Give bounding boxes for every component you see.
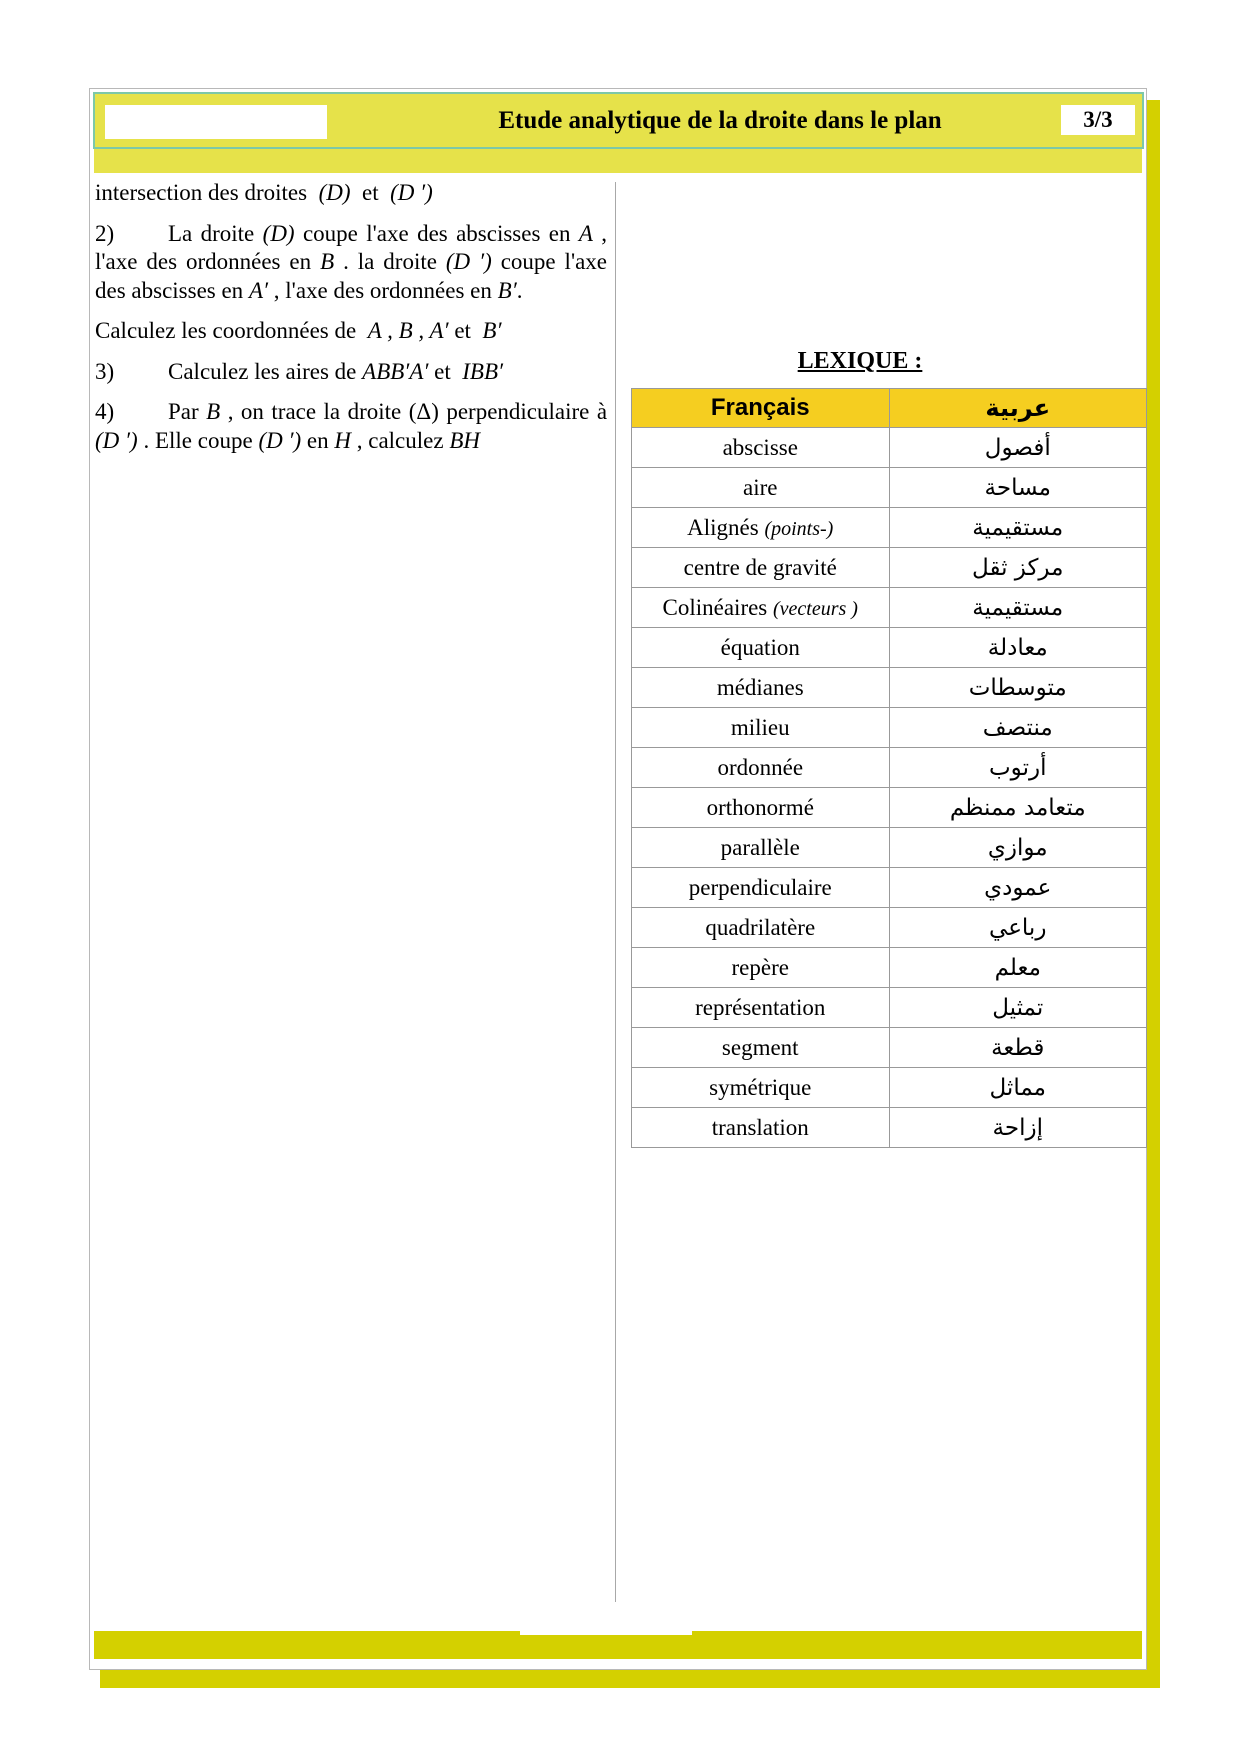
french-term-cell xyxy=(632,1028,890,1068)
text: , l'axe des ordonnées en xyxy=(273,277,492,303)
math-b: B xyxy=(206,399,221,424)
math-d-prime: (D ′) xyxy=(390,180,433,205)
french-term-cell xyxy=(632,788,890,828)
french-term-cell xyxy=(632,508,890,548)
text: intersection des droites xyxy=(95,180,308,205)
math-a-prime: A′ xyxy=(248,277,269,303)
french-term-cell xyxy=(632,748,890,788)
math-b-prime: B′ xyxy=(497,277,517,303)
column-divider xyxy=(615,182,616,1602)
table-header-row xyxy=(632,389,1147,428)
arabic-term: أفصول xyxy=(889,428,1147,468)
question-number: 4) xyxy=(95,399,115,424)
text: , calculez xyxy=(356,427,444,453)
math-quadrilateral: ABB′A′ xyxy=(362,358,429,384)
french-term: quadrilatère xyxy=(705,914,816,940)
french-term-cell xyxy=(632,908,890,948)
arabic-term: مساحة xyxy=(889,468,1147,508)
text: et xyxy=(434,358,451,384)
paragraph-intersection xyxy=(95,179,607,208)
table-row xyxy=(632,868,1147,908)
header-frame xyxy=(93,92,1144,149)
table-row xyxy=(632,1028,1147,1068)
french-term-cell xyxy=(632,588,890,628)
text: perpendiculaire à xyxy=(446,399,608,424)
french-term: représentation xyxy=(695,994,826,1020)
arabic-term: مماثل xyxy=(889,1068,1147,1108)
table-row xyxy=(632,428,1147,468)
page-number: 3/3 xyxy=(1061,105,1135,135)
footer-gap xyxy=(520,1631,692,1635)
french-term-cell xyxy=(632,948,890,988)
math-delta: (Δ) xyxy=(408,399,439,424)
text: et xyxy=(362,180,379,205)
text: . xyxy=(516,277,523,303)
exercise-text xyxy=(95,179,607,455)
arabic-term: موازي xyxy=(889,828,1147,868)
text: coupe l'axe des abscisses en xyxy=(302,220,571,246)
text: et xyxy=(454,318,471,343)
table-row xyxy=(632,1108,1147,1148)
french-term-cell xyxy=(632,548,890,588)
french-term: symétrique xyxy=(709,1074,812,1100)
french-term-cell xyxy=(632,988,890,1028)
question-4 xyxy=(95,398,607,455)
text: Par xyxy=(168,399,199,424)
text: . la droite xyxy=(343,249,437,274)
question-3 xyxy=(95,358,607,387)
arabic-term: مستقيمية xyxy=(889,588,1147,628)
paragraph-coordinates xyxy=(95,317,607,346)
arabic-term: معادلة xyxy=(889,628,1147,668)
french-term: perpendiculaire xyxy=(688,874,832,900)
french-term-cell xyxy=(632,468,890,508)
header-logo-box xyxy=(105,105,327,139)
math-triangle: IBB′ xyxy=(462,358,504,384)
math-h: H xyxy=(334,427,351,453)
term-note: (points-) xyxy=(764,517,834,540)
arabic-term: منتصف xyxy=(889,708,1147,748)
question-number: 2) xyxy=(95,220,115,246)
french-term: équation xyxy=(720,634,800,660)
french-term-cell xyxy=(632,868,890,908)
table-row xyxy=(632,988,1147,1028)
text: , l'axe des ordonnées en xyxy=(95,220,608,274)
text: , on trace la droite xyxy=(227,399,402,424)
arabic-term: أرتوب xyxy=(889,748,1147,788)
arabic-term: معلم xyxy=(889,948,1147,988)
text: Calculez les aires de xyxy=(168,358,357,384)
french-term-cell xyxy=(632,1108,890,1148)
french-term: aire xyxy=(743,474,778,500)
page-title: Etude analytique de la droite dans le plan xyxy=(498,107,942,134)
text: Calculez les coordonnées de xyxy=(95,318,357,343)
math-a: A xyxy=(578,220,593,246)
french-term: ordonnée xyxy=(717,754,804,780)
column-header-french: Français xyxy=(632,389,890,428)
text: en xyxy=(306,427,329,453)
table-row xyxy=(632,668,1147,708)
french-term-cell xyxy=(632,708,890,748)
math-d-prime: (D ′) xyxy=(258,427,302,453)
table-row xyxy=(632,708,1147,748)
table-row xyxy=(632,788,1147,828)
arabic-term: متعامد ممنظم xyxy=(889,788,1147,828)
math-d: (D) xyxy=(318,180,351,205)
question-2 xyxy=(95,220,607,306)
column-header-arabic: عربية xyxy=(889,389,1147,428)
math-d-prime: (D ′) xyxy=(445,249,492,274)
french-term-cell xyxy=(632,1068,890,1108)
math-points: A , B , A′ xyxy=(367,318,449,343)
french-term: centre de gravité xyxy=(683,554,837,580)
text: La droite xyxy=(168,220,255,246)
french-term: Colinéaires xyxy=(662,594,768,620)
arabic-term: رباعي xyxy=(889,908,1147,948)
term-note: (vecteurs ) xyxy=(773,597,858,620)
table-row xyxy=(632,948,1147,988)
french-term: parallèle xyxy=(720,834,800,860)
french-term: repère xyxy=(731,954,789,980)
table-row xyxy=(632,1068,1147,1108)
lexique-title: LEXIQUE : xyxy=(797,348,923,374)
lexique-rows xyxy=(632,428,1147,1148)
table-row xyxy=(632,748,1147,788)
french-term: Alignés xyxy=(687,514,759,540)
table-row xyxy=(632,468,1147,508)
text: coupe l'axe des abscisses en xyxy=(95,249,608,303)
text: . Elle coupe xyxy=(143,427,253,453)
french-term: médianes xyxy=(716,674,804,700)
math-d: (D) xyxy=(262,220,295,246)
table-row xyxy=(632,908,1147,948)
french-term-cell xyxy=(632,428,890,468)
math-b-prime: B′ xyxy=(482,318,502,343)
question-number: 3) xyxy=(95,358,115,384)
arabic-term: مستقيمية xyxy=(889,508,1147,548)
arabic-term: قطعة xyxy=(889,1028,1147,1068)
lexique-table xyxy=(631,388,1147,1148)
french-term: segment xyxy=(721,1034,799,1060)
french-term-cell xyxy=(632,628,890,668)
french-term-cell xyxy=(632,668,890,708)
math-b: B xyxy=(320,249,335,274)
table-row xyxy=(632,508,1147,548)
arabic-term: تمثيل xyxy=(889,988,1147,1028)
french-term-cell xyxy=(632,828,890,868)
arabic-term: إزاحة xyxy=(889,1108,1147,1148)
math-d-prime: (D ′) xyxy=(95,427,138,453)
math-bh: BH xyxy=(449,427,480,453)
table-row xyxy=(632,588,1147,628)
arabic-term: عمودي xyxy=(889,868,1147,908)
footer-band xyxy=(94,1631,1142,1659)
table-row xyxy=(632,548,1147,588)
arabic-term: متوسطات xyxy=(889,668,1147,708)
french-term: milieu xyxy=(730,714,790,740)
table-row xyxy=(632,828,1147,868)
arabic-term: مركز ثقل xyxy=(889,548,1147,588)
french-term: orthonormé xyxy=(706,794,814,820)
table-row xyxy=(632,628,1147,668)
worksheet-page xyxy=(89,88,1147,1670)
french-term: translation xyxy=(711,1114,809,1140)
french-term: abscisse xyxy=(722,434,798,460)
